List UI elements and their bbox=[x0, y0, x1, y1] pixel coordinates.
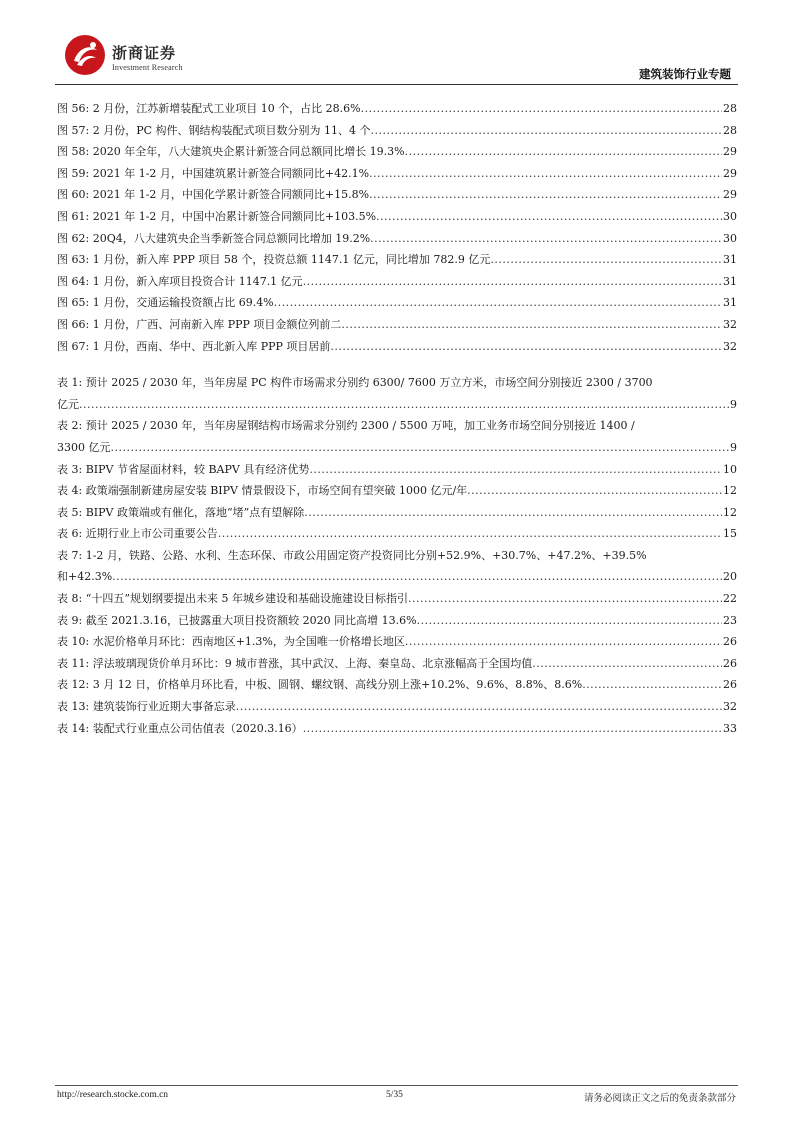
toc-table-7[interactable]: 表 7: 1-2 月，铁路、公路、水利、生态环保、市政公用固定资产投资同比分别+52.9%、+30.7%、+47.2%、+39.5% 和+42.3% ..... 20 bbox=[57, 545, 737, 588]
toc-figure-61[interactable]: 图 61: 2021 年 1-2 月，中国中冶累计新签合同额同比+103.5% ..... 30 bbox=[57, 206, 737, 228]
toc-figure-59[interactable]: 图 59: 2021 年 1-2 月，中国建筑累计新签合同额同比+42.1% ..... 29 bbox=[57, 163, 737, 185]
toc-table-5[interactable]: 表 5: BIPV 政策端或有催化，落地“堵”点有望解除 ..... 12 bbox=[57, 502, 737, 524]
toc-table-3[interactable]: 表 3: BIPV 节省屋面材料，较 BAPV 具有经济优势 ..... 10 bbox=[57, 459, 737, 481]
brand-name-en: Investment Research bbox=[112, 63, 183, 72]
toc-table-1[interactable]: 表 1: 预计 2025 / 2030 年，当年房屋 PC 构件市场需求分别约 6300/ 7600 万立方米，市场空间分别接近 2300 / 3700 亿元 ..... 9 bbox=[57, 372, 737, 415]
page-number: 5/35 bbox=[386, 1090, 403, 1100]
toc-figure-57[interactable]: 图 57: 2 月份，PC 构件、钢结构装配式项目数分别为 11、4 个 ..... 28 bbox=[57, 120, 737, 142]
toc-table-10[interactable]: 表 10: 水泥价格单月环比：西南地区+1.3%，为全国唯一价格增长地区 ..... 26 bbox=[57, 631, 737, 653]
footer-divider bbox=[55, 1085, 738, 1086]
toc-figure-56[interactable]: 图 56: 2 月份，江苏新增装配式工业项目 10 个，占比 28.6% ..... 28 bbox=[57, 98, 737, 120]
toc-table-12[interactable]: 表 12: 3 月 12 日，价格单月环比看，中板、圆钢、螺纹钢、高线分别上涨+10.2%、9.6%、8.8%、8.6% ..... 26 bbox=[57, 674, 737, 696]
toc-table-9[interactable]: 表 9: 截至 2021.3.16，已披露重大项目投资额较 2020 同比高增 13.6% ..... 23 bbox=[57, 610, 737, 632]
toc-figure-65[interactable]: 图 65: 1 月份，交通运输投资额占比 69.4% ..... 31 bbox=[57, 292, 737, 314]
toc-figure-60[interactable]: 图 60: 2021 年 1-2 月，中国化学累计新签合同额同比+15.8% ..... 29 bbox=[57, 184, 737, 206]
toc-table-6[interactable]: 表 6: 近期行业上市公司重要公告 ..... 15 bbox=[57, 523, 737, 545]
toc-table-2[interactable]: 表 2: 预计 2025 / 2030 年，当年房屋钢结构市场需求分别约 2300 / 5500 万吨，加工业务市场空间分别接近 1400 / 3300 亿元 ..... 9 bbox=[57, 415, 737, 458]
toc-figure-66[interactable]: 图 66: 1 月份，广西、河南新入库 PPP 项目金额位列前二 ..... 32 bbox=[57, 314, 737, 336]
toc-figure-58[interactable]: 图 58: 2020 年全年，八大建筑央企累计新签合同总额同比增长 19.3% ..... 29 bbox=[57, 141, 737, 163]
disclaimer-note: 请务必阅读正文之后的免责条款部分 bbox=[583, 1093, 736, 1104]
stocke-logo-icon bbox=[64, 34, 106, 76]
toc-table-11[interactable]: 表 11: 浮法玻璃现货价单月环比：9 城市普涨，其中武汉、上海、秦皇岛、北京涨幅高于全国均值 ..... 26 bbox=[57, 653, 737, 675]
toc-figure-67[interactable]: 图 67: 1 月份，西南、华中、西北新入库 PPP 项目居前 ..... 32 bbox=[57, 336, 737, 358]
brand-name-cn: 浙商证券 bbox=[112, 44, 177, 62]
toc-table-4[interactable]: 表 4: 政策端强制新建房屋安装 BIPV 情景假设下，市场空间有望突破 1000 亿元/年 ..... 12 bbox=[57, 480, 737, 502]
toc-figure-62[interactable]: 图 62: 20Q4，八大建筑央企当季新签合同总额同比增加 19.2% ..... 30 bbox=[57, 228, 737, 250]
toc-figure-63[interactable]: 图 63: 1 月份，新入库 PPP 项目 58 个，投资总额 1147.1 亿元，同比增加 782.9 亿元 ..... 31 bbox=[57, 249, 737, 271]
toc-figure-64[interactable]: 图 64: 1 月份，新入库项目投资合计 1147.1 亿元 ..... 31 bbox=[57, 271, 737, 293]
report-title: 建筑装饰行业专题 bbox=[639, 67, 731, 81]
toc-table-13[interactable]: 表 13: 建筑装饰行业近期大事备忘录 ..... 32 bbox=[57, 696, 737, 718]
toc-list bbox=[57, 98, 737, 739]
toc-table-14[interactable]: 表 14: 装配式行业重点公司估值表（2020.3.16） ..... 33 bbox=[57, 718, 737, 740]
toc-table-8[interactable]: 表 8: “十四五”规划纲要提出未来 5 年城乡建设和基础设施建设目标指引 ..... 22 bbox=[57, 588, 737, 610]
footer-url-link[interactable]: http://research.stocke.com.cn bbox=[57, 1090, 169, 1100]
header-divider bbox=[55, 84, 738, 85]
